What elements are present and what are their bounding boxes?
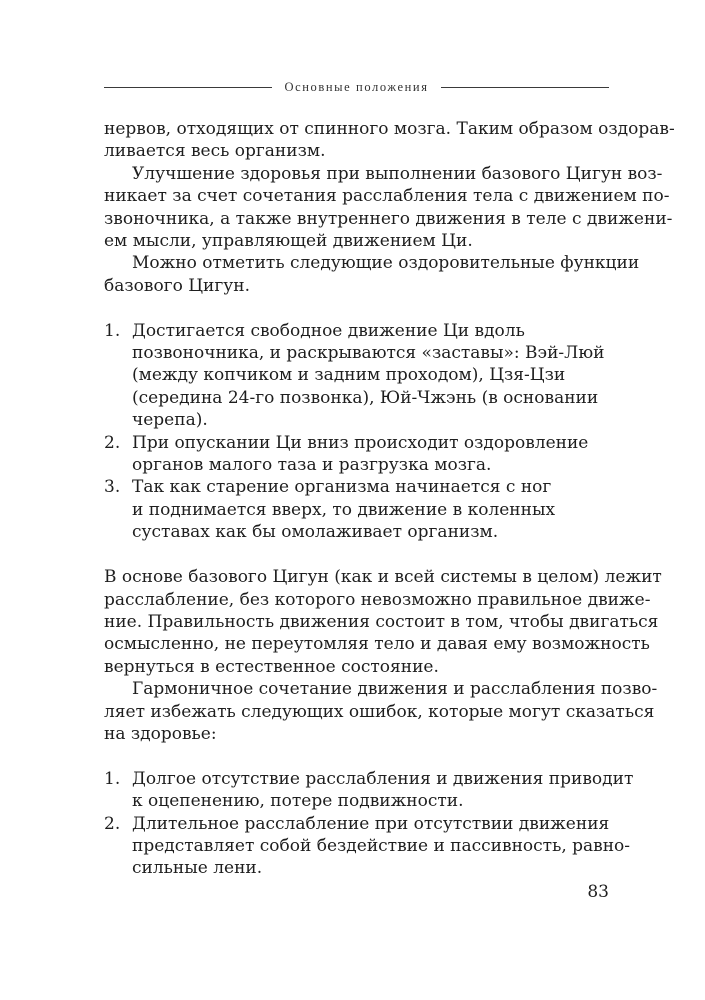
list-item-number: 1. — [104, 320, 121, 341]
list-item-text — [132, 476, 609, 543]
text-line: и поднимается вверх, то движение в коленных — [132, 499, 556, 520]
list-item-number: 2. — [104, 432, 121, 453]
list-item-number: 1. — [104, 768, 121, 789]
text-line: ем мысли, управляющей движением Ци. — [104, 231, 473, 252]
list-item-number: 3. — [104, 477, 121, 498]
list-item-text — [132, 813, 630, 880]
text-line: никает за счет сочетания расслабления тела с движением по- — [104, 186, 670, 207]
header-rule-right — [441, 87, 609, 88]
page-number: 83 — [587, 882, 609, 902]
header-rule-left — [104, 87, 272, 88]
text-line: ние. Правильность движения состоит в том, чтобы двигаться — [104, 611, 659, 632]
text-line: Улучшение здоровья при выполнении базового Цигун воз- — [132, 163, 663, 184]
text-line: позвоночника, и раскрываются «заставы»: Вэй-Люй — [132, 343, 605, 364]
list-item — [104, 768, 634, 813]
text-line: ливается весь организм. — [104, 141, 326, 162]
text-line: суставах как бы омолаживает организм. — [132, 522, 499, 543]
text-line: ляет избежать следующих ошибок, которые могут сказаться — [104, 701, 655, 722]
list-item — [104, 320, 609, 432]
text-line: Так как старение организма начинается с ног — [132, 477, 552, 498]
running-title: Основные положения — [284, 80, 429, 94]
paragraphs-block-2 — [104, 566, 662, 745]
text-line: нервов, отходящих от спинного мозга. Таким образом оздорав- — [104, 119, 675, 139]
numbered-list-1 — [104, 320, 609, 544]
text-line: Длительное расслабление при отсутствии движения — [132, 813, 610, 834]
text-line: Долгое отсутствие расслабления и движения приводит — [132, 768, 634, 789]
list-item-text — [132, 320, 609, 432]
text-line: на здоровье: — [104, 723, 217, 744]
text-line: (между копчиком и задним проходом), Цзя-Цзи — [132, 365, 566, 386]
list-item-text — [132, 432, 609, 477]
text-line: расслабление, без которого невозможно правильное движе- — [104, 589, 651, 610]
running-head — [104, 80, 609, 95]
text-line: сильные лени. — [132, 858, 263, 879]
text-line: Можно отметить следующие оздоровительные функции — [132, 253, 640, 274]
text-line: к оцепенению, потере подвижности. — [132, 791, 464, 812]
list-item-text — [132, 768, 633, 813]
list-item — [104, 432, 609, 477]
list-item — [104, 813, 631, 880]
list-item-number: 2. — [104, 813, 121, 834]
text-line: вернуться в естественное состояние. — [104, 656, 439, 677]
text-line: осмысленно, не переутомляя тело и давая ему возможность — [104, 634, 650, 655]
text-line: (середина 24-го позвонка), Юй-Чжэнь (в основании — [132, 387, 599, 408]
text-line: В основе базового Цигун (как и всей системы в целом) лежит — [104, 567, 662, 588]
text-line: базового Цигун. — [104, 275, 251, 296]
numbered-list-2 — [104, 768, 634, 880]
text-line: черепа). — [132, 410, 208, 431]
text-line: представляет собой бездействие и пассивность, равно- — [132, 835, 631, 856]
page-body — [104, 118, 675, 880]
text-line: звоночника, а также внутреннего движения в теле с движени- — [104, 208, 673, 229]
text-line: При опускании Ци вниз происходит оздоровление — [132, 432, 589, 453]
paragraphs-block-1 — [104, 118, 675, 297]
text-line: Гармоничное сочетание движения и расслабления позво- — [132, 679, 658, 700]
text-line: органов малого таза и разгрузка мозга. — [132, 455, 492, 476]
text-line: Достигается свободное движение Ци вдоль — [132, 320, 525, 341]
list-item — [104, 476, 609, 543]
